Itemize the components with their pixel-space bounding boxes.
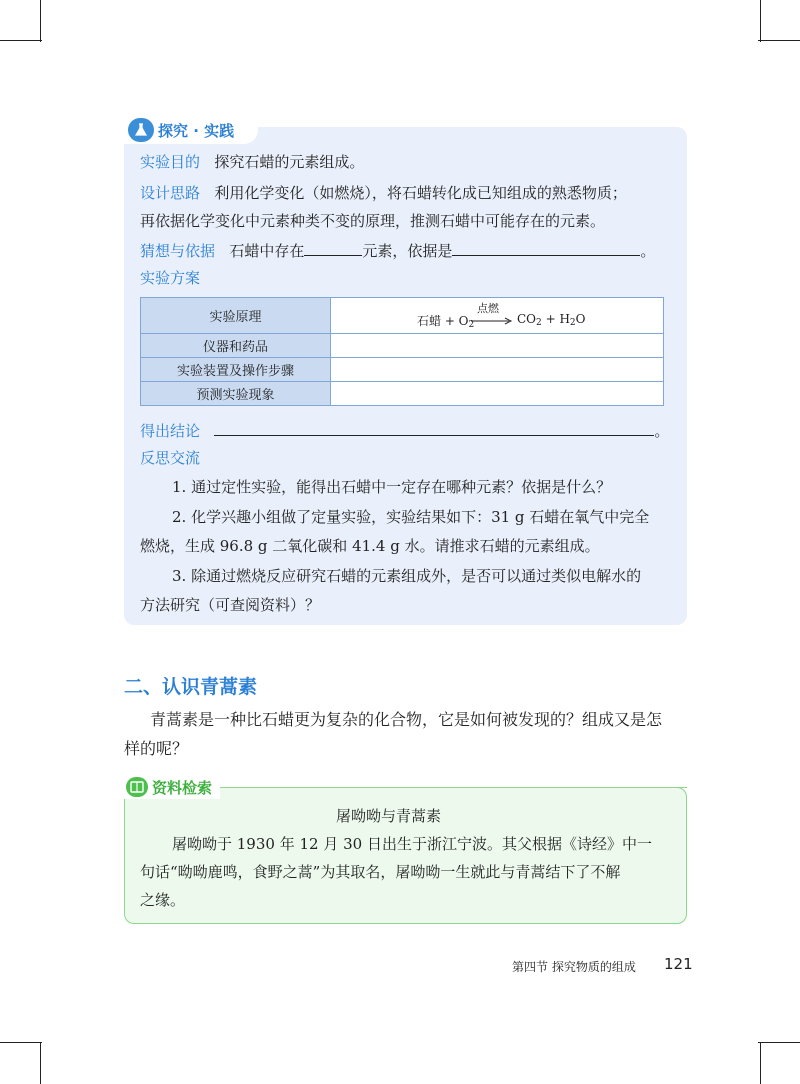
table-header-procedure: 实验装置及操作步骤 <box>141 358 331 382</box>
resource-tab-title: 资料检索 <box>152 778 213 797</box>
guess-label: 猜想与依据 <box>140 242 216 260</box>
explore-tab-title: 探究 · 实践 <box>158 121 235 140</box>
reaction-cell <box>331 298 664 334</box>
resource-divider <box>228 787 687 788</box>
table-row <box>141 382 664 406</box>
question-3-line2: 方法研究（可查阅资料）？ <box>140 596 321 614</box>
table-cell-empty[interactable] <box>331 358 664 382</box>
explore-tab <box>122 116 258 144</box>
table-row <box>141 334 664 358</box>
design-text: 利用化学变化（如燃烧），将石蜡转化成已知组成的熟悉物质； <box>214 184 627 202</box>
crop-mark <box>758 1042 800 1043</box>
book-icon <box>126 777 148 797</box>
guess-line <box>140 240 655 262</box>
resource-tab <box>122 775 220 799</box>
conclusion-label: 得出结论 <box>140 422 201 440</box>
design-line <box>140 182 627 204</box>
crop-mark <box>0 1042 42 1043</box>
question-1: 1. 通过定性实验，能得出石蜡中一定存在哪种元素？依据是什么？ <box>172 478 612 496</box>
table-row <box>141 298 664 334</box>
resource-line1: 屠呦呦于 1930 年 12 月 30 日出生于浙江宁波。其父根据《诗经》中一 <box>172 835 652 853</box>
table-header-equipment: 仪器和药品 <box>141 334 331 358</box>
reaction-right: $CO_2 + H_2O$ <box>517 311 586 328</box>
conclusion-line <box>140 420 669 442</box>
conclusion-blank[interactable] <box>214 420 654 436</box>
question-3-line1: 3. 除通过燃烧反应研究石蜡的元素组成外，是否可以通过类似电解水的 <box>172 567 642 585</box>
purpose-line <box>140 151 364 173</box>
reflect-label: 反思交流 <box>140 449 201 467</box>
crop-mark <box>40 0 41 42</box>
reaction-left: 石蜡 + $O_2$ <box>417 313 475 330</box>
crop-mark <box>760 0 761 42</box>
design-text-2: 再依据化学变化中元素种类不变的原理，推测石蜡中可能存在的元素。 <box>140 212 606 230</box>
page-number: 121 <box>664 955 693 973</box>
flask-icon <box>128 118 154 142</box>
intro-line1: 青蒿素是一种比石蜡更为复杂的化合物，它是如何被发现的？组成又是怎 <box>150 710 663 729</box>
guess-text-a: 石蜡中存在 <box>229 242 305 260</box>
reaction-arrow-icon <box>471 317 513 325</box>
purpose-label: 实验目的 <box>140 153 201 171</box>
reaction-condition: 点燃 <box>477 301 499 315</box>
table-header-principle: 实验原理 <box>141 298 331 334</box>
section-title: 二、认识青蒿素 <box>124 676 258 698</box>
crop-mark <box>40 1042 41 1084</box>
plan-label: 实验方案 <box>140 269 201 287</box>
guess-blank-2[interactable] <box>452 240 640 256</box>
guess-blank-1[interactable] <box>304 240 362 256</box>
guess-text-b: 元素，依据是 <box>362 242 453 260</box>
crop-mark <box>760 1042 761 1084</box>
table-header-phenomena: 预测实验现象 <box>141 382 331 406</box>
question-2-line2: 燃烧，生成 96.8 g 二氧化碳和 41.4 g 水。请推求石蜡的元素组成。 <box>140 537 600 555</box>
crop-mark <box>758 40 800 41</box>
table-row <box>141 358 664 382</box>
guess-text-c: 。 <box>640 242 656 260</box>
plan-line <box>140 267 200 289</box>
resource-line3: 之缘。 <box>140 891 186 909</box>
resource-line2: 句话“呦呦鹿鸣，食野之蒿”为其取名，屠呦呦一生就此与青蒿结下了不解 <box>140 863 621 881</box>
question-2-line1: 2. 化学兴趣小组做了定量实验，实验结果如下：31 g 石蜡在氧气中完全 <box>172 508 650 526</box>
resource-heading: 屠呦呦与青蒿素 <box>336 807 442 825</box>
design-label: 设计思路 <box>140 184 201 202</box>
purpose-text: 探究石蜡的元素组成。 <box>214 153 365 171</box>
table-cell-empty[interactable] <box>331 334 664 358</box>
footer-section: 第四节 探究物质的组成 <box>512 960 636 974</box>
plan-table <box>140 297 664 406</box>
crop-mark <box>0 40 42 41</box>
table-cell-empty[interactable] <box>331 382 664 406</box>
intro-line2: 样的呢？ <box>124 739 189 758</box>
conclusion-end: 。 <box>654 422 670 440</box>
reflect-line <box>140 447 200 469</box>
